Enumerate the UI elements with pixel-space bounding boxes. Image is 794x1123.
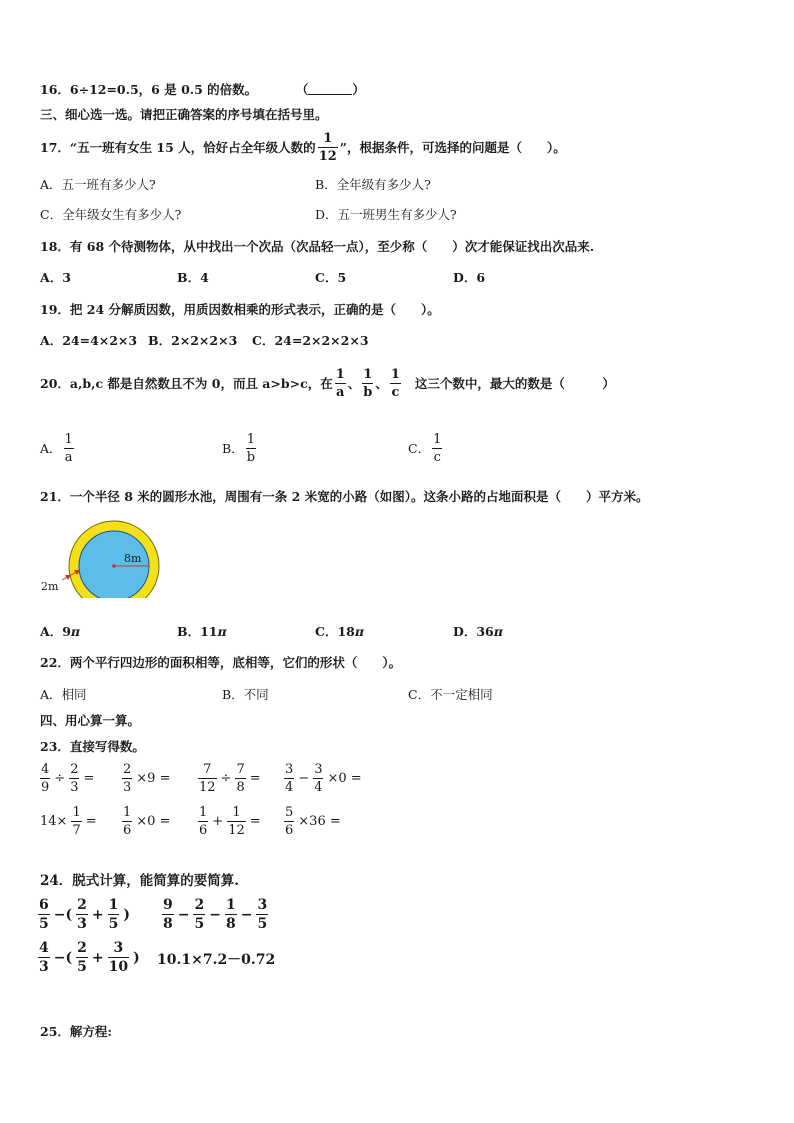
radius-label: 8m xyxy=(124,552,142,565)
q18-option-d[interactable]: D．6 xyxy=(453,270,486,285)
q16-close-paren: ） xyxy=(352,82,365,97)
fraction-denominator: 4 xyxy=(285,780,294,795)
fraction-numerator: 9 xyxy=(163,897,173,913)
expression-operator: ×36 = xyxy=(298,814,341,829)
fraction-numerator: 2 xyxy=(77,897,87,913)
q21-option-d-unit: π xyxy=(493,624,503,639)
fraction xyxy=(235,763,245,794)
q17-stem-a: 17．“五一班有女生 15 人，恰好占全年级人数的 xyxy=(40,139,316,155)
pool-figure xyxy=(38,518,168,598)
q17-stem xyxy=(40,132,566,163)
fraction-numerator: 2 xyxy=(77,940,87,956)
fraction xyxy=(38,898,50,931)
expression-operator: = xyxy=(249,814,261,829)
q20-frac-a xyxy=(335,368,346,399)
fraction-denominator: 9 xyxy=(41,780,50,795)
q21-option-d-label: D． xyxy=(453,624,477,639)
q19-option-b[interactable]: B．2×2×2×3 xyxy=(148,333,238,348)
q18-stem: 18．有 68 个待测物体，从中找出一个次品（次品轻一点），至少称（ ）次才能保证找出次品来. xyxy=(40,239,595,254)
q23-expr-r1-1 xyxy=(38,763,96,794)
expression-operator: = xyxy=(249,771,261,786)
q21-stem: 21．一个半径 8 米的圆形水池，周围有一条 2 米宽的小路（如图）。这条小路的占地面积是（ ）平方米。 xyxy=(40,489,649,504)
fraction-denominator: 12 xyxy=(199,780,216,795)
q23-expr-r2-1 xyxy=(38,806,99,837)
fraction-numerator: 2 xyxy=(194,897,205,913)
q20-option-c-label: C． xyxy=(408,440,431,456)
expression-operator: ) xyxy=(123,906,130,923)
fraction xyxy=(246,433,256,464)
q22-option-b[interactable]: B．不同 xyxy=(222,687,269,702)
fraction xyxy=(71,806,81,837)
expression-operator: ) xyxy=(133,949,140,966)
q21-option-a[interactable] xyxy=(40,624,80,640)
q18-option-c[interactable]: C．5 xyxy=(315,270,347,285)
q23-expr-r1-4 xyxy=(282,763,364,794)
expression-operator: − xyxy=(209,906,221,923)
q21-option-d[interactable] xyxy=(453,624,503,640)
q20-option-b-num: 1 xyxy=(246,432,255,447)
q17-fraction xyxy=(318,132,338,163)
q17-option-c[interactable]: C．全年级女生有多少人? xyxy=(40,207,182,222)
expression-operator: = xyxy=(83,771,95,786)
fraction-denominator: 7 xyxy=(72,823,81,838)
fraction-numerator: 6 xyxy=(39,897,49,913)
fraction xyxy=(69,763,79,794)
fraction-numerator: 2 xyxy=(123,762,132,777)
expression-operator: ÷ xyxy=(54,771,66,786)
q20-frac-a-den: a xyxy=(336,385,345,400)
fraction-numerator: 2 xyxy=(70,762,79,777)
expression-operator: − xyxy=(298,771,310,786)
q21-option-b[interactable] xyxy=(177,624,227,640)
q21-option-c-value: 18 xyxy=(337,624,355,639)
q21-option-c[interactable] xyxy=(315,624,364,640)
q20-frac-b xyxy=(362,368,373,399)
q21-option-b-unit: π xyxy=(217,624,227,639)
fraction xyxy=(122,763,132,794)
fraction-denominator: 3 xyxy=(77,916,87,932)
q24-expr-2 xyxy=(160,898,270,931)
q17-option-a[interactable]: A．五一班有多少人? xyxy=(40,177,156,192)
fraction xyxy=(108,898,120,931)
fraction-numerator: 5 xyxy=(285,805,294,820)
expression-operator: 14× xyxy=(40,814,68,829)
expression-operator: −( xyxy=(53,949,73,966)
q21-option-b-value: 11 xyxy=(200,624,218,639)
q16 xyxy=(40,82,365,98)
q21-option-c-unit: π xyxy=(354,624,365,639)
fraction-denominator: 5 xyxy=(77,959,87,975)
q20-frac-c-num: 1 xyxy=(390,367,400,382)
q21-option-a-label: A． xyxy=(40,624,63,639)
q20-stem-b: 这三个数中，最大的数是（ ） xyxy=(414,375,615,391)
q21-option-a-unit: π xyxy=(70,624,81,639)
fraction xyxy=(432,433,442,464)
fraction-numerator: 3 xyxy=(285,762,294,777)
q19-option-a[interactable]: A．24=4×2×3 xyxy=(40,333,138,348)
q17-option-d[interactable]: D．五一班男生有多少人? xyxy=(315,207,457,222)
fraction-denominator: 3 xyxy=(39,959,49,975)
q20-frac-c-den: c xyxy=(391,385,400,400)
q18-option-a[interactable]: A．3 xyxy=(40,270,71,285)
fraction-denominator: 6 xyxy=(123,823,132,838)
fraction xyxy=(38,941,50,974)
q17-option-b[interactable]: B．全年级有多少人? xyxy=(315,177,431,192)
q20-option-a[interactable] xyxy=(40,433,76,464)
fraction-denominator: 6 xyxy=(285,823,294,838)
fraction-denominator: 8 xyxy=(225,916,236,932)
q22-stem: 22．两个平行四边形的面积相等，底相等，它们的形状（ ）。 xyxy=(40,655,402,670)
expression-operator: −( xyxy=(53,906,73,923)
fraction-numerator: 1 xyxy=(227,806,246,822)
expression-operator: ×0 = xyxy=(327,771,362,786)
fraction-denominator: 6 xyxy=(199,823,208,838)
q23-expr-r2-2 xyxy=(120,806,172,837)
q20-frac-b-den: b xyxy=(363,385,373,400)
fraction xyxy=(122,806,132,837)
q20-frac-a-num: 1 xyxy=(335,367,345,382)
fraction xyxy=(76,898,88,931)
q24-stem: 24．脱式计算，能简算的要简算. xyxy=(40,873,239,889)
q24-expr-4: 10.1×7.2－0.72 xyxy=(157,952,276,968)
section-3-heading: 三、细心选一选。请把正确答案的序号填在括号里。 xyxy=(40,107,328,122)
q24-expr-3 xyxy=(36,941,142,974)
q16-open-paren: （ xyxy=(295,82,309,97)
fraction-numerator: 1 xyxy=(225,897,236,913)
fraction-denominator: 3 xyxy=(123,780,132,795)
fraction-numerator: 3 xyxy=(314,762,323,777)
fraction-numerator: 4 xyxy=(39,940,49,956)
fraction-numerator: 1 xyxy=(72,805,81,820)
q17-stem-b: ”，根据条件，可选择的问题是（ ）。 xyxy=(339,139,566,155)
q22-option-a[interactable]: A．相同 xyxy=(40,687,87,702)
q22-option-c[interactable]: C．不一定相同 xyxy=(408,687,493,702)
q20-option-c-den: c xyxy=(433,450,441,465)
fraction-denominator: 4 xyxy=(314,780,323,795)
q19-stem: 19．把 24 分解质因数，用质因数相乘的形式表示，正确的是（ ）。 xyxy=(40,302,440,317)
q23-stem: 23．直接写得数。 xyxy=(40,739,145,754)
q20-option-b-den: b xyxy=(246,450,256,465)
fraction-numerator: 3 xyxy=(257,897,268,913)
q20-option-c-num: 1 xyxy=(433,432,442,447)
q16-text: 16．6÷12=0.5，6 是 0.5 的倍数。 xyxy=(40,82,258,97)
fraction xyxy=(198,806,208,837)
fraction xyxy=(284,806,294,837)
expression-operator: + xyxy=(91,906,104,923)
fraction xyxy=(40,763,50,794)
q20-option-a-den: a xyxy=(64,450,73,465)
width-label: 2m xyxy=(41,580,59,593)
fraction-numerator: 7 xyxy=(198,763,217,779)
fraction-denominator: 12 xyxy=(228,823,245,838)
q20-stem xyxy=(40,368,615,399)
fraction-numerator: 1 xyxy=(123,805,132,820)
q20-stem-a: 20．a,b,c 都是自然数且不为 0，而且 a>b>c，在 xyxy=(40,375,333,391)
fraction xyxy=(108,941,129,974)
fraction-denominator: 5 xyxy=(257,916,268,932)
fraction xyxy=(313,763,323,794)
fraction xyxy=(193,898,205,931)
fraction-denominator: 5 xyxy=(108,916,119,932)
fraction-denominator: 8 xyxy=(163,916,173,932)
expression-operator: ÷ xyxy=(220,771,232,786)
expression-operator: − xyxy=(240,906,253,923)
expression-operator: = xyxy=(85,814,97,829)
expression-operator: ×9 = xyxy=(136,771,171,786)
fraction xyxy=(162,898,174,931)
fraction xyxy=(64,433,74,464)
q20-frac-c xyxy=(390,368,401,399)
q21-option-a-value: 9 xyxy=(62,624,71,639)
q23-expr-r2-4 xyxy=(282,806,343,837)
fraction-numerator: 1 xyxy=(108,897,119,913)
fraction xyxy=(256,898,268,931)
q20-frac-b-num: 1 xyxy=(363,367,373,382)
fraction-numerator: 4 xyxy=(41,762,50,777)
q20-option-b-label: B． xyxy=(222,440,244,456)
q20-sep-1: 、 xyxy=(347,375,361,391)
fraction-denominator: 3 xyxy=(70,780,79,795)
fraction-denominator: 10 xyxy=(108,959,129,975)
fraction-numerator: 1 xyxy=(199,805,208,820)
fraction-denominator: 8 xyxy=(236,780,245,795)
expression-operator: + xyxy=(91,949,104,966)
q17-frac-den: 12 xyxy=(318,149,337,164)
q16-answer-blank[interactable] xyxy=(308,82,352,95)
fraction xyxy=(198,763,217,794)
q21-option-d-value: 36 xyxy=(476,624,494,639)
expression-operator: − xyxy=(177,906,190,923)
fraction-denominator: 5 xyxy=(39,916,49,932)
fraction xyxy=(225,898,237,931)
fraction xyxy=(76,941,88,974)
fraction-denominator: 5 xyxy=(194,916,205,932)
q18-option-b[interactable]: B．4 xyxy=(177,270,209,285)
expression-operator: + xyxy=(212,814,224,829)
q20-sep-2: 、 xyxy=(375,375,388,391)
q20-option-a-num: 1 xyxy=(64,432,73,447)
q20-option-a-label: A． xyxy=(40,440,62,456)
q25-stem: 25．解方程: xyxy=(40,1024,113,1039)
q19-option-c[interactable]: C．24=2×2×2×3 xyxy=(252,333,369,348)
q23-expr-r1-2 xyxy=(120,763,172,794)
q20-option-b[interactable] xyxy=(222,433,258,464)
q17-frac-num: 1 xyxy=(318,132,338,148)
q23-expr-r1-3 xyxy=(196,763,263,794)
q23-expr-r2-3 xyxy=(196,806,263,837)
section-4-heading: 四、用心算一算。 xyxy=(40,713,141,728)
fraction-numerator: 3 xyxy=(108,941,129,958)
fraction xyxy=(284,763,294,794)
q21-option-c-label: C． xyxy=(315,624,338,639)
q20-option-c[interactable] xyxy=(408,433,444,464)
fraction-numerator: 7 xyxy=(236,762,245,777)
fraction xyxy=(227,806,246,837)
q21-option-b-label: B． xyxy=(177,624,201,639)
expression-operator: ×0 = xyxy=(136,814,171,829)
q24-expr-1 xyxy=(36,898,132,931)
